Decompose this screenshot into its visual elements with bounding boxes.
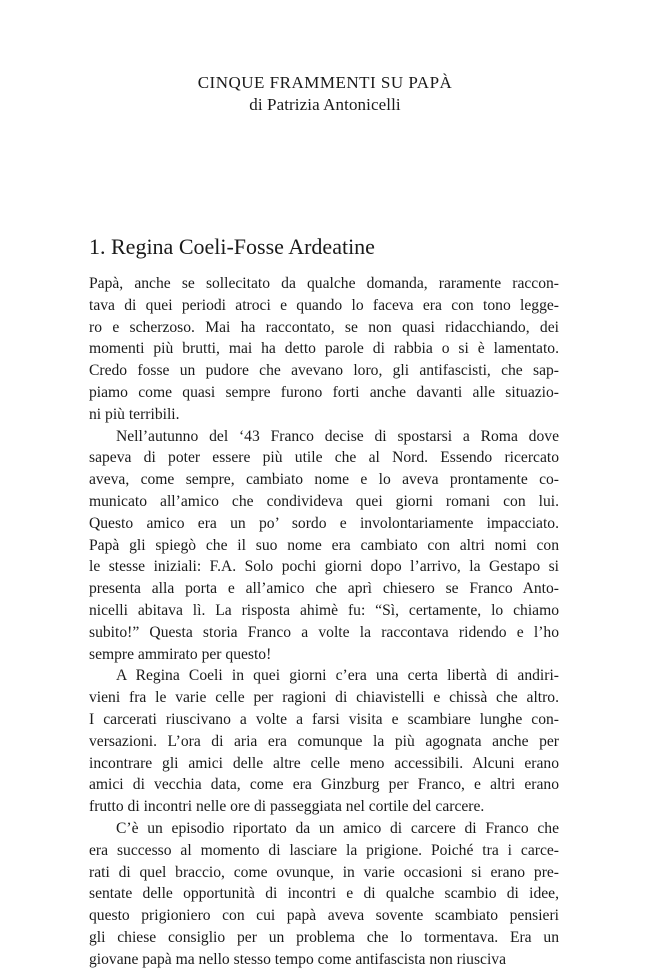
text-line: versazioni. L’ora di aria era comunque la più agognata anche per: [89, 732, 559, 750]
text-line: incontrare gli amici delle altre celle meno accessibili. Alcuni erano: [89, 754, 559, 772]
text-line: amici di vecchia data, come era Ginzburg per Franco, e altri erano: [89, 776, 559, 794]
text-line: era successo al momento di lasciare la prigione. Poiché tra i carce-: [89, 841, 559, 859]
text-line: Papà, anche se sollecitato da qualche domanda, raramente raccon-: [89, 275, 559, 292]
text-line: subito!” Questa storia Franco a volte la raccontava ridendo e l’ho: [89, 623, 559, 641]
text-line: Nell’autunno del ‘43 Franco decise di spostarsi a Roma dove: [116, 427, 559, 445]
text-line: ni più terribili.: [89, 405, 180, 423]
text-line: Credo fosse un pudore che avevano loro, gli antifascisti, che sap-: [89, 362, 559, 380]
paragraph: [89, 426, 559, 666]
text-line: tava di quei periodi atroci e quando lo faceva era con tono legge-: [89, 296, 559, 314]
text-line: nicelli abitava lì. La risposta ahimè fu: “Sì, certamente, lo chiamo: [89, 601, 559, 619]
text-line: sempre ammirato per questo!: [89, 645, 272, 663]
text-line: gli chiese consiglio per un problema che lo tormentava. Era un: [89, 928, 559, 946]
text-line: Questo amico era un po’ sordo e involontariamente impacciato.: [89, 514, 559, 532]
chapter-header: [0, 72, 650, 116]
text-line: presenta alla porta e all’amico che aprì chiesero se Franco Anto-: [89, 580, 559, 598]
text-line: questo prigioniero con cui papà aveva sovente scambiato pensieri: [89, 907, 559, 925]
text-line: vieni fra le varie celle per ragioni di chiavistelli e chissà che altro.: [89, 689, 559, 707]
text-line: momenti più brutti, mai ha detto parole di rabbia o si è lamentato.: [89, 340, 559, 358]
text-line: le stesse iniziali: F.A. Solo pochi giorni dopo l’arrivo, la Gestapo si: [89, 558, 559, 576]
text-line: municato all’amico che condivideva quei giorni romani con lui.: [89, 492, 559, 510]
text-line: sentate delle opportunità di incontri e di qualche scambio di idee,: [89, 885, 559, 903]
paragraph: [89, 818, 559, 971]
chapter-title: CINQUE FRAMMENTI SU PAPÀ: [197, 73, 453, 92]
text-line: I carcerati riuscivano a volte a farsi visita e scambiare lunghe con-: [89, 710, 559, 728]
text-line: aveva, come sempre, cambiato nome e lo aveva prontamente co-: [89, 471, 559, 489]
section-heading: 1. Regina Coeli-Fosse Ardeatine: [89, 234, 375, 259]
text-line: frutto di incontri nelle ore di passeggiata nel cortile del carcere.: [89, 798, 485, 816]
paragraph: [89, 273, 559, 426]
chapter-author: di Patrizia Antonicelli: [249, 95, 401, 114]
text-line: C’è un episodio riportato da un amico di carcere di Franco che: [116, 819, 559, 837]
text-line: Papà gli spiegò che il suo nome era cambiato con altri nomi con: [89, 536, 559, 554]
body-text: [89, 273, 559, 971]
text-line: sapeva di poter essere più utile che al Nord. Essendo ricercato: [89, 449, 559, 467]
text-line: piamo come quasi sempre furono forti anche davanti alle situazio-: [89, 383, 559, 401]
text-line: ro e scherzoso. Mai ha raccontato, se non quasi ridacchiando, dei: [89, 318, 559, 336]
text-line: giovane papà ma nello stesso tempo come antifascista non riusciva: [89, 950, 507, 968]
text-line: A Regina Coeli in quei giorni c’era una certa libertà di andiri-: [116, 667, 559, 685]
paragraph: [89, 665, 559, 818]
text-line: rati di quel braccio, come ovunque, in varie occasioni si erano pre-: [89, 863, 559, 881]
